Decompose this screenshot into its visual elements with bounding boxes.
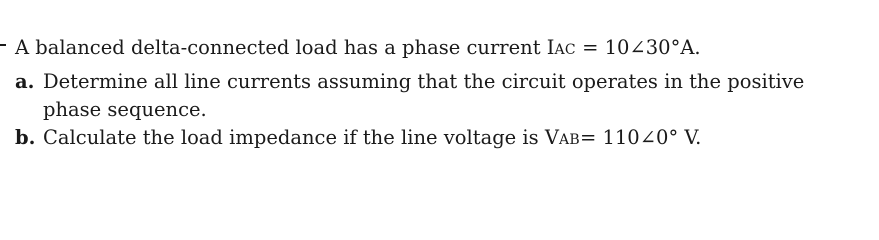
intro-value: = 10∠30°A.	[575, 36, 701, 59]
part-b-subscript: AB	[558, 132, 580, 148]
part-b-marker: b.	[15, 126, 36, 149]
part-b	[15, 126, 701, 152]
part-a-marker: a.	[15, 70, 35, 93]
part-a-continuation	[43, 98, 207, 122]
margin-mark	[0, 44, 6, 46]
part-a-text: Determine all line currents assuming that the circuit operates in the positive	[43, 70, 805, 93]
problem-intro	[15, 36, 701, 62]
part-a	[15, 70, 804, 94]
part-a-text-cont: phase sequence.	[43, 98, 207, 121]
intro-subscript: AC	[554, 42, 576, 58]
part-b-value: = 110∠0° V.	[579, 126, 702, 149]
intro-text: A balanced delta-connected load has a phase current I	[15, 36, 555, 59]
part-b-text: Calculate the load impedance if the line voltage is V	[43, 126, 559, 149]
